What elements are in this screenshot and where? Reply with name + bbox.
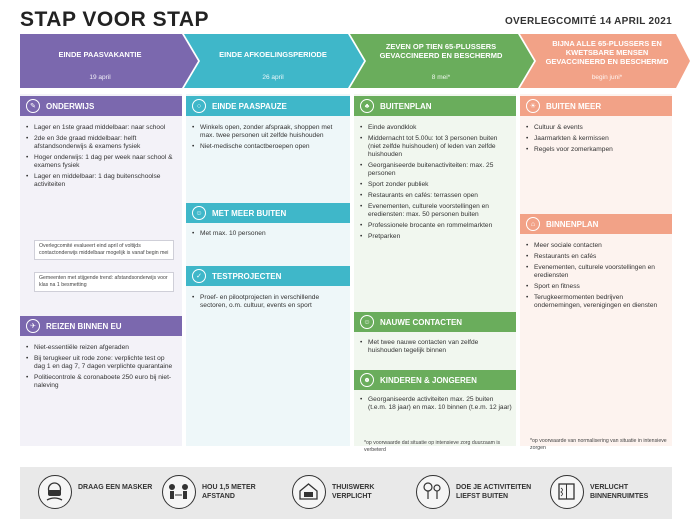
- school-icon: ✎: [26, 99, 40, 113]
- phase-2: [184, 34, 364, 88]
- test-icon: ✓: [192, 269, 206, 283]
- measure-mask-label: DRAAG EEN MASKER: [78, 484, 153, 491]
- section-buitenmeer: [520, 96, 672, 116]
- section-testprojecten-title: TESTPROJECTEN: [212, 271, 282, 281]
- phase-2-date: 26 april: [262, 74, 284, 81]
- measures-bar: [20, 467, 672, 519]
- list-item: • Pretparken: [360, 233, 512, 241]
- section-paaspauze: [186, 96, 350, 116]
- list-item: • Met max. 10 personen: [192, 230, 346, 238]
- list-item: • Evenementen, culturele voorstellingen en erediensten: [526, 264, 668, 280]
- page-subtitle: OVERLEGCOMITÉ 14 APRIL 2021: [504, 16, 672, 27]
- window-icon: [550, 475, 584, 509]
- binnenplan-list: [526, 242, 668, 313]
- list-item: • Meer sociale contacten: [526, 242, 668, 250]
- list-item: • Restaurants en cafés: [526, 253, 668, 261]
- list-item: • Lager en middelbaar: 1 dag buitenschoolse activiteiten: [26, 173, 176, 189]
- measure-ventilate-label: VERLUCHT BINNENRUIMTES: [590, 484, 649, 500]
- section-buitenplan: [354, 96, 516, 116]
- list-item: • Sport zonder publiek: [360, 181, 512, 189]
- measure-distance: [162, 467, 286, 519]
- section-reizen: [20, 316, 182, 336]
- list-item: • Georganiseerde activiteiten max. 25 buiten (t.e.m. 18 jaar) en max. 10 binnen (t.e.m. 12 jaar): [360, 396, 512, 412]
- people-icon: ☺: [192, 206, 206, 220]
- kinderen-list: [360, 396, 512, 415]
- contacts-icon: ☺: [360, 315, 374, 329]
- distance-icon: [162, 475, 196, 509]
- page-title: STAP VOOR STAP: [20, 8, 210, 31]
- measure-outdoor-label: DOE JE ACTIVITEITEN LIEFST BUITEN: [456, 484, 532, 500]
- travel-icon: ✈: [26, 319, 40, 333]
- section-buiten: [186, 203, 350, 223]
- measure-distance-label: HOU 1,5 METER AFSTAND: [202, 484, 256, 500]
- reizen-list: [26, 344, 176, 393]
- list-item: • Restaurants en cafés: terrassen open: [360, 192, 512, 200]
- list-item: • Sport en fitness: [526, 283, 668, 291]
- section-paaspauze-title: EINDE PAASPAUZE: [212, 101, 287, 111]
- list-item: • Einde avondklok: [360, 124, 512, 132]
- list-item: • Professionele brocante en rommelmarkten: [360, 222, 512, 230]
- section-binnenplan: [520, 214, 672, 234]
- list-item: • 2de en 3de graad middelbaar: helft afstandsonderwijs & examens fysiek: [26, 135, 176, 151]
- buitenmeer-list: [526, 124, 668, 157]
- list-item: • Niet-medische contactberoepen open: [192, 143, 346, 151]
- phase-4: [520, 34, 690, 88]
- phase-2-title: EINDE AFKOELINGSPERIODE: [219, 50, 327, 59]
- list-item: • Politiecontrole & coronaboete 250 euro bij niet-naleving: [26, 374, 176, 390]
- list-item: • Regels voor zomerkampen: [526, 146, 668, 154]
- list-item: • Proef- en pilootprojecten in verschillende sectoren, o.m. cultuur, events en sport: [192, 294, 346, 310]
- list-item: • Cultuur & events: [526, 124, 668, 132]
- home-work-icon: [292, 475, 326, 509]
- buitenplan-list: [360, 124, 512, 244]
- note-evaluation: Overlegcomité evalueert eind april of voltijds contactonderwijs middelbaar mogelijk is vanaf begin mei: [34, 240, 174, 260]
- list-item: • Bij terugkeer uit rode zone: verplichte test op dag 1 en dag 7, 7 dagen verplichte quarantaine: [26, 355, 176, 371]
- section-reizen-title: REIZEN BINNEN EU: [46, 321, 122, 331]
- list-item: • Hoger onderwijs: 1 dag per week naar school & examens fysiek: [26, 154, 176, 170]
- measure-outdoor: [416, 467, 546, 519]
- sun-icon: ☀: [526, 99, 540, 113]
- phase-timeline: [20, 34, 690, 88]
- children-icon: ☻: [360, 373, 374, 387]
- section-buiten-title: MET MEER BUITEN: [212, 208, 287, 218]
- section-testprojecten: [186, 266, 350, 286]
- phase-1: [20, 34, 198, 88]
- phase-3: [350, 34, 534, 88]
- measure-ventilate: [550, 467, 670, 519]
- measure-homework-label: THUISWERK VERPLICHT: [332, 484, 375, 500]
- list-item: • Terugkeermomenten bedrijven ondernemingen, verenigingen en diensten: [526, 294, 668, 310]
- house-icon: ⌂: [526, 217, 540, 231]
- phase-4-title: BIJNA ALLE 65-PLUSSERS EN KWETSBARE MENSEN GEVACCINEERD EN BESCHERMD: [545, 39, 669, 66]
- section-onderwijs: [20, 96, 182, 116]
- onderwijs-list: [26, 124, 176, 192]
- measure-mask: [38, 467, 158, 519]
- outdoor-icon: [416, 475, 450, 509]
- testprojecten-list: [192, 294, 346, 313]
- section-kinderen: [354, 370, 516, 390]
- list-item: • Winkels open, zonder afspraak, shoppen met max. twee personen uit zelfde huishouden: [192, 124, 346, 140]
- list-item: • Middernacht tot 5.00u: tot 3 personen buiten (niet zelfde huishouden) of leden van zelfde huishouden: [360, 135, 512, 159]
- list-item: • Evenementen, culturele voorstellingen en erediensten: max. 50 personen buiten: [360, 203, 512, 219]
- phase-3-title: ZEVEN OP TIEN 65-PLUSSERS GEVACCINEERD EN BESCHERMD: [379, 42, 503, 60]
- section-buitenmeer-title: BUITEN MEER: [546, 101, 602, 111]
- buiten-list: [192, 230, 346, 241]
- egg-icon: ○: [192, 99, 206, 113]
- list-item: • Jaarmarkten & kermissen: [526, 135, 668, 143]
- phase-3-date: 8 mei*: [431, 74, 451, 81]
- section-buitenplan-title: BUITENPLAN: [380, 101, 432, 111]
- footnote-col4: *op voorwaarde van normalisering van situatie in intensieve zorgen: [530, 438, 667, 451]
- list-item: • Georganiseerde buitenactiviteiten: max. 25 personen: [360, 162, 512, 178]
- contacten-list: [360, 339, 512, 358]
- paaspauze-list: [192, 124, 346, 154]
- list-item: • Niet-essentiële reizen afgeraden: [26, 344, 176, 352]
- measure-homework: [292, 467, 412, 519]
- phase-1-date: 19 april: [89, 74, 111, 81]
- note-municipalities: Gemeenten met stijgende trend: afstandsonderwijs voor klas na 1 besmetting: [34, 272, 174, 292]
- section-kinderen-title: KINDEREN & JONGEREN: [380, 375, 477, 385]
- phase-4-date: begin juni*: [591, 74, 623, 81]
- list-item: • Lager en 1ste graad middelbaar: naar school: [26, 124, 176, 132]
- phase-1-title: EINDE PAASVAKANTIE: [58, 50, 142, 59]
- section-binnenplan-title: BINNENPLAN: [546, 219, 599, 229]
- mask-icon: [38, 475, 72, 509]
- section-contacten-title: NAUWE CONTACTEN: [380, 317, 463, 327]
- section-onderwijs-title: ONDERWIJS: [46, 101, 95, 111]
- tree-icon: ♣: [360, 99, 374, 113]
- list-item: • Met twee nauwe contacten van zelfde huishouden tegelijk binnen: [360, 339, 512, 355]
- footnote-col3: *op voorwaarde dat situatie op intensieve zorg duurzaam is verbeterd: [364, 440, 501, 453]
- section-contacten: [354, 312, 516, 332]
